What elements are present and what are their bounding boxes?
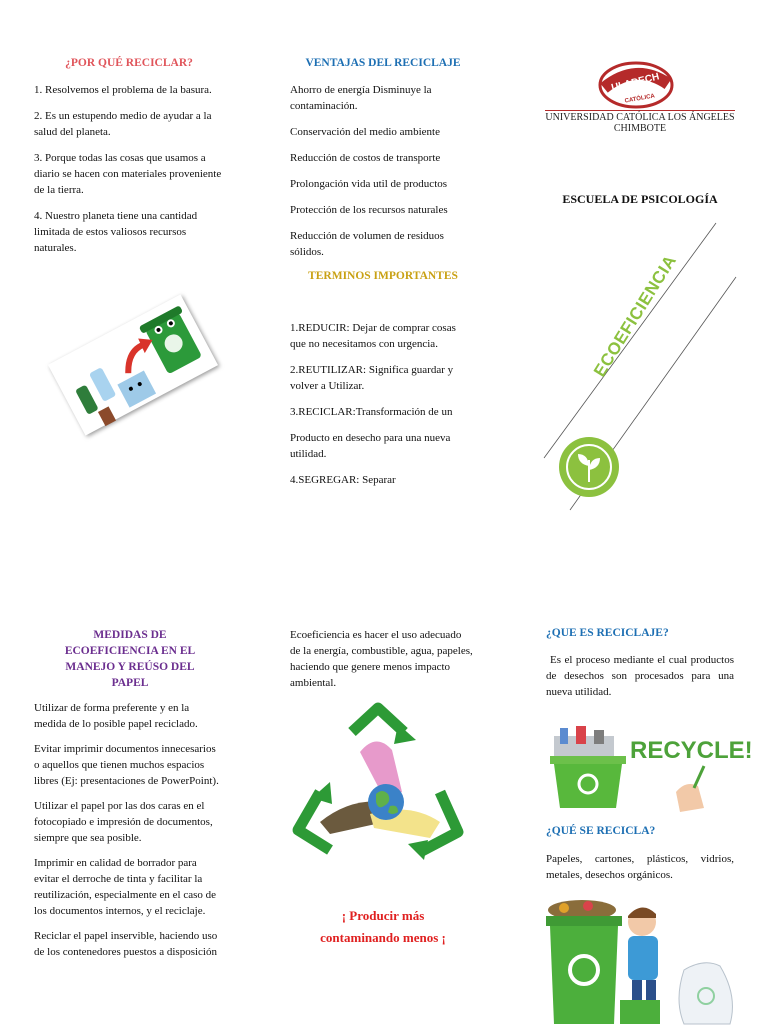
list-item: Producto en desecho para una nueva utilidad. (290, 432, 451, 460)
paper-measures-list (34, 700, 220, 969)
slogan-line-1: ¡ Producir más (341, 908, 425, 923)
why-recycle-heading: ¿POR QUÉ RECICLAR? (65, 57, 193, 69)
school-title: ESCUELA DE PSICOLOGÍA (562, 192, 718, 206)
list-item: Prolongación vida util de productos (290, 178, 448, 190)
list-item: Protección de los recursos naturales (290, 204, 448, 216)
list-item: Utilizar el papel por las dos caras en el fotocopiado e impresión de documentos, siempre que sea posible. (34, 800, 213, 844)
list-item: 3.RECICLAR:Transformación de un (290, 406, 453, 418)
list-item: 3. Porque todas las cosas que usamos a diario se hacen con materiales proveniente de la tierra. (34, 152, 222, 196)
university-logo (596, 60, 676, 110)
list-item: Utilizar de forma preferente y en la medida de lo posible papel reciclado. (34, 702, 198, 730)
logo-text: ULADECH (610, 71, 661, 94)
ecoeficiencia-title: ECOEFICIENCIA (590, 251, 681, 381)
list-item: Reciclar el papel inservible, haciendo uso de los contenedores puestos a disposición (34, 930, 218, 958)
recycling-cartoon-image (40, 290, 226, 440)
advantages-list (290, 82, 468, 270)
list-item: Evitar imprimir documentos innecesarios o aquellos que tienen muchos espacios libres (Ej: presentaciones de PowerPoint). (34, 743, 219, 787)
list-item: 1.REDUCIR: Dejar de comprar cosas que no necesitamos con urgencia. (290, 322, 456, 350)
terms-heading: TERMINOS IMPORTANTES (308, 270, 458, 282)
why-recycle-list (34, 82, 224, 266)
list-item: 1. Resolvemos el problema de la basura. (34, 84, 212, 96)
list-item: Reducción de volumen de residuos sólidos. (290, 230, 444, 258)
boy-recycling-bins-image (544, 900, 736, 1024)
what-is-recycled-text: Papeles, cartones, plásticos, vidrios, metales, desechos orgánicos. (546, 853, 734, 881)
list-item: Conservación del medio ambiente (290, 126, 440, 138)
recycle-bin-hand-image (546, 722, 753, 816)
eco-leaf-icon (558, 436, 620, 498)
terms-list (290, 320, 468, 498)
list-item: 4.SEGREGAR: Separar (290, 474, 396, 486)
what-is-recycled-heading: ¿QUÉ SE RECICLA? (546, 825, 656, 837)
recycle-hands-globe-image (290, 702, 466, 866)
what-is-recycling-text: Es el proceso mediante el cual productos de desechos son procesados para una nueva utilidad. (546, 654, 734, 698)
advantages-heading: VENTAJAS DEL RECICLAJE (305, 57, 461, 69)
list-item: 2. Es un estupendo medio de ayudar a la salud del planeta. (34, 110, 212, 138)
logo-divider (545, 110, 735, 111)
university-name: UNIVERSIDAD CATÓLICA LOS ÁNGELES CHIMBOTE (545, 112, 735, 134)
list-item: Imprimir en calidad de borrador para evitar el derroche de tinta y facilitar la reutilización, especialmente en el caso de los documentos internos, y el reciclaje. (34, 857, 217, 917)
logo-subtext: CATÓLICA (624, 93, 656, 105)
what-is-recycling-heading: ¿QUE ES RECICLAJE? (546, 627, 669, 639)
list-item: 2.REUTILIZAR: Significa guardar y volver a Utilizar. (290, 364, 454, 392)
recycle-sign-text: RECYCLE! (630, 737, 753, 764)
list-item: Ahorro de energía Disminuye la contaminación. (290, 84, 432, 112)
list-item: 4. Nuestro planeta tiene una cantidad limitada de estos valiosos recursos naturales. (34, 210, 198, 254)
slogan-line-2: contaminando menos ¡ (320, 930, 446, 945)
slogan (290, 905, 476, 949)
list-item: Reducción de costos de transporte (290, 152, 441, 164)
ecoefficiency-definition: Ecoeficiencia es hacer el uso adecuado de la energía, combustible, agua, papeles, haciendo que genere menos impacto ambiental. (290, 629, 473, 689)
paper-measures-heading: MEDIDAS DE ECOEFICIENCIA EN EL MANEJO Y REÚSO DEL PAPEL (64, 629, 196, 689)
